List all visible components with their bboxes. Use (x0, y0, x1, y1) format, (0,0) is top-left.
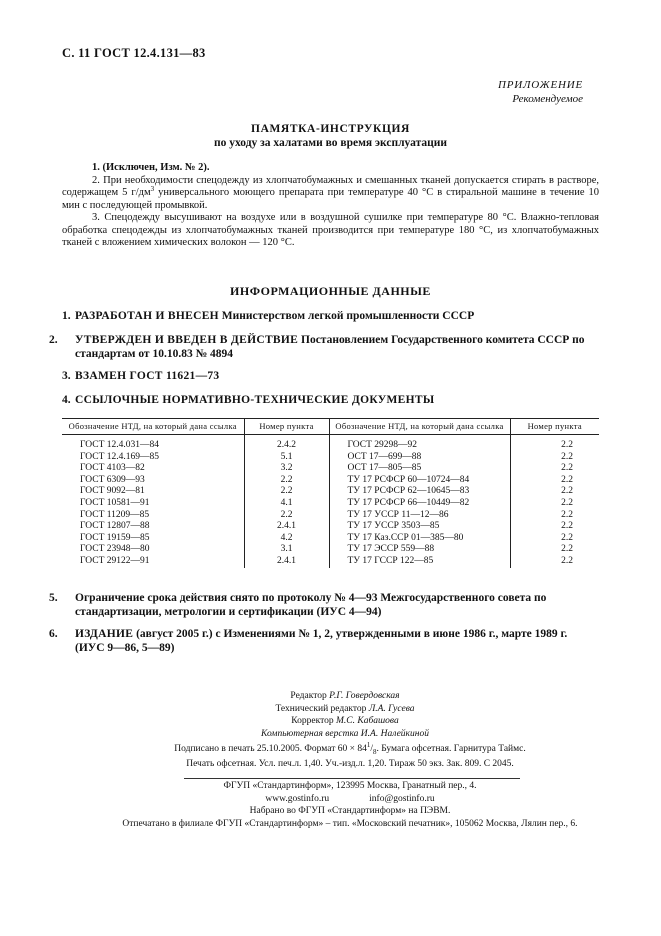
ref-doc-left: ГОСТ 12.4.031—84 (80, 440, 159, 450)
ref-clause-right: 2.2 (510, 521, 599, 533)
memo-title: ПАМЯТКА-ИНСТРУКЦИЯ (251, 123, 410, 135)
ref-clause-right: 2.2 (510, 486, 599, 498)
ref-clause-right: 2.2 (510, 435, 599, 452)
col-header-clause-left: Номер пункта (244, 419, 329, 435)
table-row (62, 544, 599, 556)
print-details: Печать офсетная. Усл. печ.л. 1,40. Уч.-изд.л. 1,20. Тираж 50 экз. Зак. 809. С 2045. (186, 759, 514, 770)
ref-clause-right: 2.2 (510, 463, 599, 475)
memo-subtitle: по уходу за халатами во время эксплуатации (213, 137, 447, 149)
ref-clause-left: 2.4.1 (244, 521, 329, 533)
table-row (62, 435, 599, 452)
info-item-5: 5. Ограничение срока действия снято по протоколу № 4—93 Межгосударственного совета по стандартизации, метрологии и сертификации (ИУС 4—94) (49, 592, 547, 618)
printed-note: Отпечатано в филиале ФГУП «Стандартинформ» – тип. «Московский печатник», 105062 Москва, Лялин пер., 6. (122, 818, 578, 829)
ref-doc-left: ГОСТ 12.4.169—85 (80, 451, 159, 462)
table-row (62, 452, 599, 464)
table-row (62, 486, 599, 498)
ref-clause-right: 2.2 (510, 544, 599, 556)
memo-item-3: 3. Спецодежду высушивают на воздухе или в воздушной сушилке при температуре 80 °С. Влажно-тепловая обработка спецодежды из хлопчатобумажных тканей производится при температуре 180 °С, из хлопчатобумажных тканей с вложением химических волокон — 120 °С. (62, 212, 599, 248)
ref-doc-left: ГОСТ 12807—88 (80, 521, 150, 532)
publisher-email[interactable]: info@gostinfo.ru (369, 793, 435, 804)
col-header-clause-right: Номер пункта (510, 419, 599, 435)
ref-clause-right: 2.2 (510, 556, 599, 568)
ref-clause-left: 5.1 (244, 452, 329, 464)
table-row (62, 556, 599, 568)
memo-item-1: 1. (Исключен, Изм. № 2). (92, 162, 210, 173)
ref-doc-right: ТУ 17 РСФСР 66—10449—82 (329, 498, 510, 510)
info-title: ИНФОРМАЦИОННЫЕ ДАННЫЕ (230, 284, 431, 298)
ref-clause-right: 2.2 (510, 498, 599, 510)
ref-doc-right: ТУ 17 ГССР 122—85 (329, 556, 510, 568)
publisher-web[interactable]: www.gostinfo.ru (265, 793, 330, 804)
appendix-note: Рекомендуемое (512, 93, 583, 105)
ref-clause-left: 2.4.1 (244, 556, 329, 568)
ref-clause-left: 2.2 (244, 486, 329, 498)
ref-doc-left: ГОСТ 9092—81 (80, 486, 145, 497)
appendix-label (498, 78, 583, 106)
memo-paragraphs (62, 162, 599, 250)
col-header-doc-right: Обозначение НТД, на который дана ссылка (329, 419, 510, 435)
credits-print (100, 743, 600, 771)
table-row (62, 510, 599, 522)
ref-doc-right: ОСТ 17—699—88 (329, 452, 510, 464)
page-header: С. 11 ГОСТ 12.4.131—83 (62, 46, 206, 60)
ref-doc-right: ОСТ 17—805—85 (329, 463, 510, 475)
credit-tech-editor: Технический редактор Л.А. Гусева (275, 703, 415, 714)
ref-clause-left: 2.2 (244, 475, 329, 487)
ref-clause-right: 2.2 (510, 510, 599, 522)
credit-corrector: Корректор М.С. Кабашова (291, 716, 399, 726)
ref-doc-right: ТУ 17 РСФСР 60—10724—84 (329, 475, 510, 487)
publisher-contacts (90, 793, 610, 806)
divider (184, 778, 520, 779)
ref-doc-left: ГОСТ 10581—91 (80, 497, 150, 508)
ref-clause-right: 2.2 (510, 533, 599, 545)
memo-item-2: 2. При необходимости спецодежду из хлопчатобумажных и смешанных тканей допускается стирать в растворе, содержащем 5 $г/дм^3$ универсального моющего препарата при температуре 40 °С в стиральной машине в течение 10 мин с последующей промывкой. (62, 174, 599, 211)
col-header-doc-left: Обозначение НТД, на который дана ссылка (62, 419, 244, 435)
ref-clause-right: 2.2 (510, 452, 599, 464)
info-item-6: 6. ИЗДАНИЕ (август 2005 г.) с Изменениями № 1, 2, утвержденными в июне 1986 г., марте 1989 г. (ИУС 9—86, 5—89) (49, 628, 568, 654)
ref-doc-right: ТУ 17 УССР 3503—85 (329, 521, 510, 533)
ref-doc-right: ТУ 17 РСФСР 62—10645—83 (329, 486, 510, 498)
info-item-3: 3. ВЗАМЕН ГОСТ 11621—73 (62, 370, 220, 382)
typeset-note: Набрано во ФГУП «Стандартинформ» на ПЭВМ. (249, 806, 451, 816)
signed-to-print: Подписано в печать 25.10.2005. Формат $60 \times 84^1/_8$. Бумага офсетная. Гарнитура Таймс. (174, 741, 526, 756)
ref-clause-right: 2.2 (510, 475, 599, 487)
credits-staff (230, 690, 460, 740)
info-item-4: 4. ССЫЛОЧНЫЕ НОРМАТИВНО-ТЕХНИЧЕСКИЕ ДОКУМЕНТЫ (62, 394, 435, 406)
ref-clause-left: 4.1 (244, 498, 329, 510)
credit-layout: Компьютерная верстка И.А. Налейкиной (261, 728, 429, 739)
ref-clause-left: 2.4.2 (244, 435, 329, 452)
credit-editor: Редактор Р.Г. Говердовская (290, 691, 400, 701)
reference-docs-table (62, 418, 599, 568)
ref-doc-left: ГОСТ 6309—93 (80, 474, 145, 485)
credits-publisher (90, 780, 610, 830)
ref-doc-left: ГОСТ 4103—82 (80, 463, 145, 474)
ref-clause-left: 4.2 (244, 533, 329, 545)
table-row (62, 498, 599, 510)
publisher-address: ФГУП «Стандартинформ», 123995 Москва, Гранатный пер., 4. (223, 781, 477, 791)
table-row (62, 463, 599, 475)
info-item-2: 2. УТВЕРЖДЕН И ВВЕДЕН В ДЕЙСТВИЕ Постановлением Государственного комитета СССР по стандартам от 10.10.83 № 4894 (49, 334, 585, 360)
ref-doc-right: ТУ 17 УССР 11—12—86 (329, 510, 510, 522)
ref-clause-left: 3.1 (244, 544, 329, 556)
table-body (62, 435, 599, 568)
ref-doc-left: ГОСТ 19159—85 (80, 532, 150, 543)
ref-clause-left: 2.2 (244, 510, 329, 522)
ref-doc-left: ГОСТ 29122—91 (80, 555, 150, 566)
memo-heading (62, 122, 599, 150)
info-item-1: 1. РАЗРАБОТАН И ВНЕСЕН Министерством легкой промышленности СССР (62, 310, 475, 322)
table-header-row (62, 419, 599, 435)
appendix-title: ПРИЛОЖЕНИЕ (498, 79, 583, 91)
ref-doc-right: ГОСТ 29298—92 (329, 435, 510, 452)
ref-doc-left: ГОСТ 11209—85 (80, 509, 150, 520)
ref-doc-left: ГОСТ 23948—80 (80, 544, 150, 555)
table-row (62, 475, 599, 487)
ref-doc-right: ТУ 17 Каз.ССР 01—385—80 (329, 533, 510, 545)
table-row (62, 521, 599, 533)
table-row (62, 533, 599, 545)
ref-doc-right: ТУ 17 ЭССР 559—88 (329, 544, 510, 556)
ref-clause-left: 3.2 (244, 463, 329, 475)
